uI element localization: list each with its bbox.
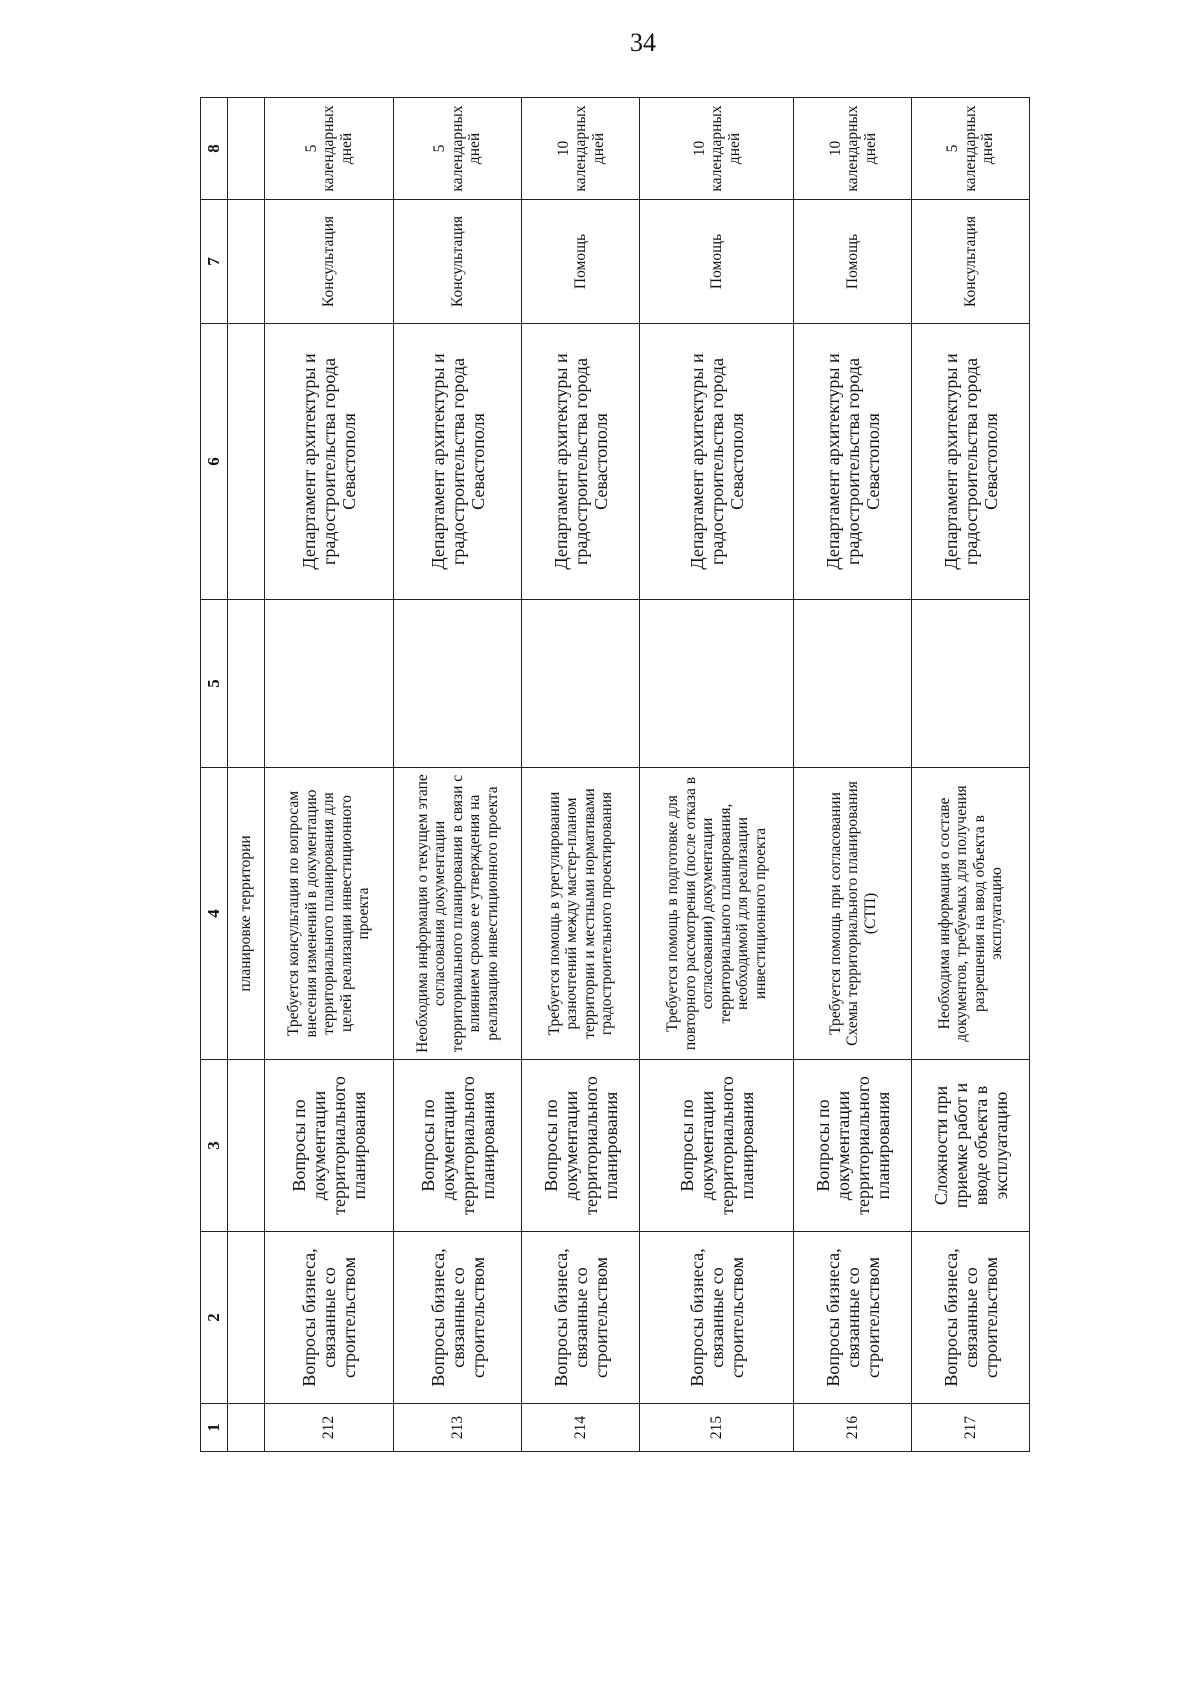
- authority-cell: Департамент архитектуры и градостроительства города Севастополя: [640, 324, 794, 600]
- continuation-row: [228, 98, 265, 1452]
- authority-cell: Департамент архитектуры и градостроительства города Севастополя: [393, 324, 522, 600]
- table-row: [265, 98, 394, 1452]
- header-row: [201, 98, 228, 1452]
- row-number: 214: [522, 1404, 640, 1452]
- term-cell: 10 календарных дней: [794, 98, 912, 200]
- authority-cell: Департамент архитектуры и градостроительства города Севастополя: [522, 324, 640, 600]
- table-cell: [228, 1060, 265, 1232]
- row-number: 217: [912, 1404, 1030, 1452]
- header-cell: 3: [201, 1060, 228, 1232]
- support-type-cell: Консультация: [265, 200, 394, 324]
- term-cell: 5 календарных дней: [393, 98, 522, 200]
- category-cell: Вопросы бизнеса, связанные со строительством: [522, 1232, 640, 1404]
- col5-cell: [265, 600, 394, 768]
- topic-cell: Вопросы по документации территориального планирования: [393, 1060, 522, 1232]
- description-cell: Требуется помощь в подготовке для повторного рассмотрения (после отказа в согласовании) документации территориального планирования, необходимой для реализации инвестиционного проекта: [640, 768, 794, 1060]
- support-type-cell: Помощь: [640, 200, 794, 324]
- table-row: [393, 98, 522, 1452]
- term-cell: 10 календарных дней: [522, 98, 640, 200]
- table-cell: [228, 98, 265, 200]
- authority-cell: Департамент архитектуры и градостроительства города Севастополя: [265, 324, 394, 600]
- category-cell: Вопросы бизнеса, связанные со строительством: [640, 1232, 794, 1404]
- table-cell: [228, 1404, 265, 1452]
- category-cell: Вопросы бизнеса, связанные со строительством: [912, 1232, 1030, 1404]
- table-cell: [228, 1232, 265, 1404]
- row-number: 215: [640, 1404, 794, 1452]
- header-cell: 8: [201, 98, 228, 200]
- rotated-table-container: [200, 98, 1030, 1452]
- page-number: 34: [630, 28, 656, 57]
- header-cell: 5: [201, 600, 228, 768]
- authority-cell: Департамент архитектуры и градостроительства города Севастополя: [794, 324, 912, 600]
- description-cell: Требуется помощь в урегулировании разночтений между мастер-планом территории и местными нормативами градостроительного проектирования: [522, 768, 640, 1060]
- table-cell: [228, 324, 265, 600]
- col5-cell: [640, 600, 794, 768]
- table-row: [522, 98, 640, 1452]
- description-cell: Необходима информация о составе документов, требуемых для получения разрешения на ввод объекта в эксплуатацию: [912, 768, 1030, 1060]
- table-cell: [228, 200, 265, 324]
- header-cell: 6: [201, 324, 228, 600]
- table-row: [912, 98, 1030, 1452]
- services-table: [200, 97, 1030, 1452]
- description-cell: Требуется консультация по вопросам внесения изменений в документацию территориального планирования для целей реализации инвестиционного проекта: [265, 768, 394, 1060]
- term-cell: 5 календарных дней: [912, 98, 1030, 200]
- table-cell: [228, 600, 265, 768]
- category-cell: Вопросы бизнеса, связанные со строительством: [265, 1232, 394, 1404]
- description-cell: Требуется помощь при согласовании Схемы территориального планирования (СТП): [794, 768, 912, 1060]
- table-row: [640, 98, 794, 1452]
- col5-cell: [393, 600, 522, 768]
- topic-cell: Сложности при приемке работ и вводе объекта в эксплуатацию: [912, 1060, 1030, 1232]
- description-cell: Необходима информация о текущем этапе согласования документации территориального планирования в связи с влиянием сроков ее утверждения на реализацию инвестиционного проекта: [393, 768, 522, 1060]
- header-cell: 2: [201, 1232, 228, 1404]
- header-cell: 7: [201, 200, 228, 324]
- term-cell: 5 календарных дней: [265, 98, 394, 200]
- row-number: 212: [265, 1404, 394, 1452]
- row-number: 216: [794, 1404, 912, 1452]
- topic-cell: Вопросы по документации территориального планирования: [794, 1060, 912, 1232]
- category-cell: Вопросы бизнеса, связанные со строительством: [794, 1232, 912, 1404]
- header-cell: 4: [201, 768, 228, 1060]
- continuation-cell: планировке территории: [228, 768, 265, 1060]
- term-cell: 10 календарных дней: [640, 98, 794, 200]
- category-cell: Вопросы бизнеса, связанные со строительством: [393, 1232, 522, 1404]
- topic-cell: Вопросы по документации территориального планирования: [265, 1060, 394, 1232]
- table-row: [794, 98, 912, 1452]
- authority-cell: Департамент архитектуры и градостроительства города Севастополя: [912, 324, 1030, 600]
- support-type-cell: Консультация: [393, 200, 522, 324]
- topic-cell: Вопросы по документации территориального планирования: [640, 1060, 794, 1232]
- support-type-cell: Помощь: [794, 200, 912, 324]
- col5-cell: [912, 600, 1030, 768]
- header-cell: 1: [201, 1404, 228, 1452]
- col5-cell: [794, 600, 912, 768]
- support-type-cell: Помощь: [522, 200, 640, 324]
- topic-cell: Вопросы по документации территориального планирования: [522, 1060, 640, 1232]
- support-type-cell: Консультация: [912, 200, 1030, 324]
- col5-cell: [522, 600, 640, 768]
- row-number: 213: [393, 1404, 522, 1452]
